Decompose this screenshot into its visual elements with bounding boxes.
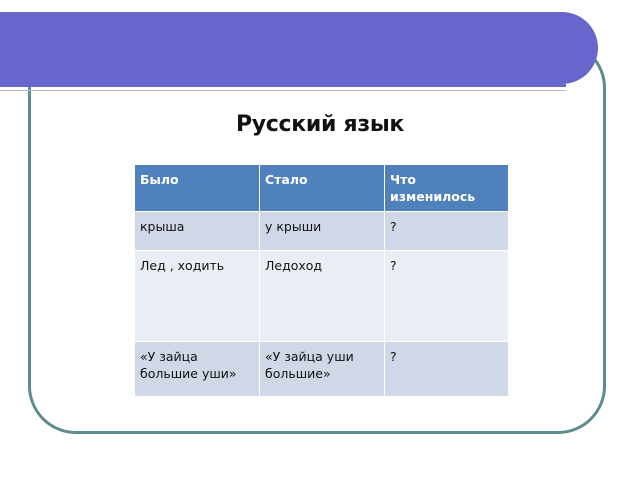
table-row bbox=[135, 212, 509, 251]
table-cell: крыша bbox=[135, 212, 260, 251]
table-cell: ? bbox=[385, 251, 509, 342]
header-cell-chto-izmenilos: Что изменилось bbox=[385, 165, 509, 212]
banner-underline-thin bbox=[0, 90, 566, 91]
comparison-table bbox=[134, 164, 509, 397]
table-cell: ? bbox=[385, 342, 509, 397]
slide-title: Русский язык bbox=[235, 112, 405, 137]
table-cell: Ледоход bbox=[260, 251, 385, 342]
header-cell-stalo: Стало bbox=[260, 165, 385, 212]
table-cell: «У зайца уши большие» bbox=[260, 342, 385, 397]
table-row bbox=[135, 251, 509, 342]
table-cell: у крыши bbox=[260, 212, 385, 251]
table-cell: Лед , ходить bbox=[135, 251, 260, 342]
banner-underline bbox=[0, 84, 566, 87]
title-banner bbox=[0, 12, 598, 84]
table-row bbox=[135, 342, 509, 397]
table-header-row bbox=[135, 165, 509, 212]
header-cell-bylo: Было bbox=[135, 165, 260, 212]
table-cell: ? bbox=[385, 212, 509, 251]
table-cell: «У зайца большие уши» bbox=[135, 342, 260, 397]
